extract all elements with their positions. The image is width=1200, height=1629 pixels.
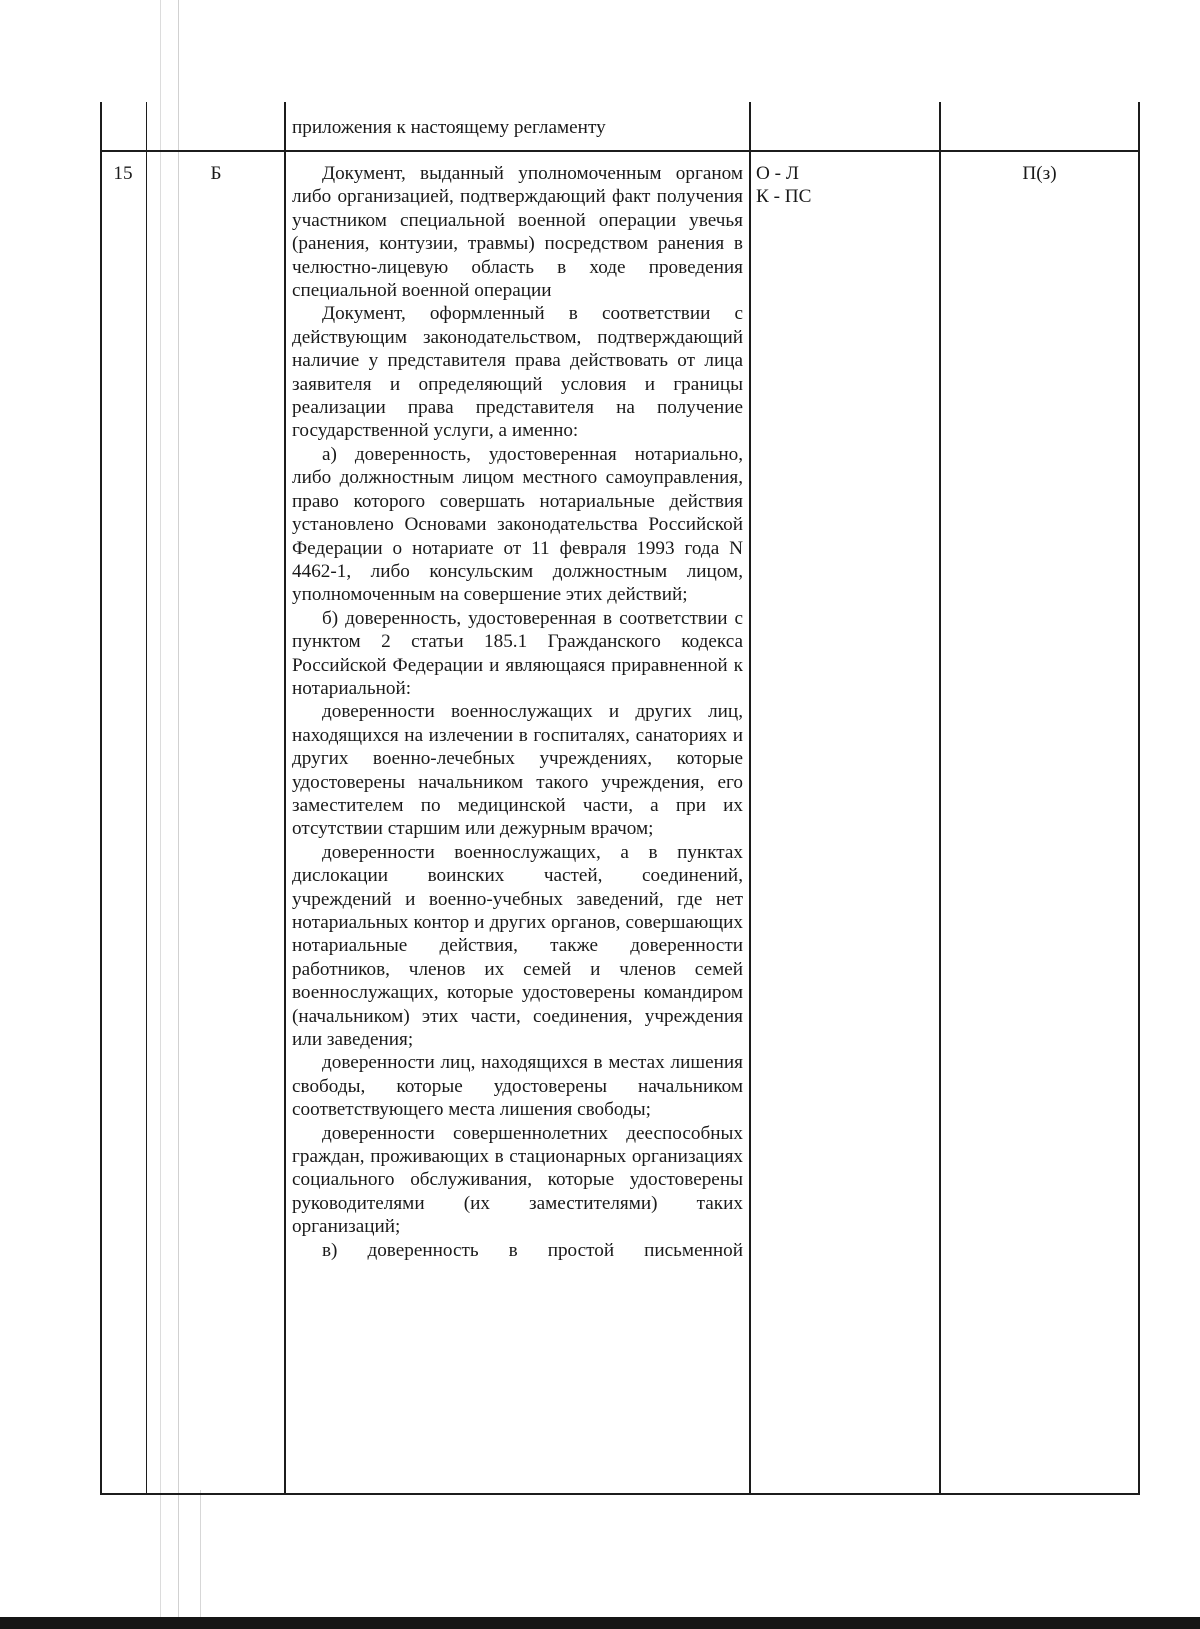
description-paragraph: приложения к настоящему регламенту (292, 117, 606, 138)
row-divider (100, 150, 1140, 152)
table-border-right (1138, 102, 1140, 1495)
description-paragraph: Документ, выданный уполномоченным органом либо организацией, подтверждающий факт получения участником специальной военной операции увечья (ранения, контузии, травмы) посредством ранения в челюстно-лицевую область в ходе проведения специальной военной операции (292, 163, 743, 302)
row-category: Б (210, 163, 222, 184)
scan-bottom-band (0, 1617, 1200, 1629)
description-paragraph: Документ, оформленный в соответствии с действующим законодательством, подтверждающий наличие у представителя права действовать от лица заявителя и определяющий условия и границы реализации права представителя на получение государственной услуги, а именно: (292, 303, 743, 442)
scan-artifact-line (160, 0, 161, 1629)
description-paragraph: а) доверенность, удостоверенная нотариально, либо должностным лицом местного самоуправления, право которого совершать нотариальные действия установлено Основами законодательства Российской Федерации о нотариате от 11 февраля 1993 года N 4462-1, либо консульским должностным лицом, уполномоченным на совершение этих действий; (292, 443, 743, 606)
row-number: 15 (113, 163, 133, 184)
code-line: О - Л (756, 163, 799, 184)
description-paragraph: б) доверенность, удостоверенная в соответствии с пунктом 2 статьи 185.1 Гражданского кодекса Российской Федерации и являющаяся приравненной к нотариальной: (292, 607, 743, 699)
row-codes (756, 162, 936, 209)
code-line: К - ПС (756, 186, 812, 208)
row-form: П(з) (1022, 163, 1057, 184)
scan-artifact-line (178, 0, 179, 1629)
table-border-left (100, 102, 102, 1495)
column-divider (939, 102, 941, 1495)
scan-artifact-line (200, 1490, 201, 1629)
column-divider (284, 102, 286, 1495)
row-description-cell (292, 116, 743, 139)
table-border-bottom (100, 1493, 1140, 1495)
description-paragraph: доверенности лиц, находящихся в местах лишения свободы, которые удостоверены начальником соответствующего места лишения свободы; (292, 1052, 743, 1121)
row-description-cell (292, 162, 743, 1262)
description-paragraph: в) доверенность в простой письменной (322, 1239, 743, 1261)
description-paragraph: доверенности совершеннолетних дееспособных граждан, проживающих в стационарных организациях социального обслуживания, которые удостоверены руководителями (их заместителями) таких организаций; (292, 1122, 743, 1238)
column-divider (146, 102, 147, 1495)
description-paragraph: доверенности военнослужащих, а в пунктах дислокации воинских частей, соединений, учреждений и военно-учебных заведений, где нет нотариальных контор и других органов, совершающих нотариальные действия, также доверенности работников, членов их семей и членов семей военнослужащих, которые удостоверены командиром (начальником) этих части, соединения, учреждения или заведения; (292, 841, 743, 1051)
column-divider (749, 102, 751, 1495)
description-paragraph: доверенности военнослужащих и других лиц, находящихся на излечении в госпиталях, санаториях и других военно-лечебных учреждениях, которые удостоверены начальником такого учреждения, его заместителем по медицинской части, а при их отсутствии старшим или дежурным врачом; (292, 701, 743, 840)
